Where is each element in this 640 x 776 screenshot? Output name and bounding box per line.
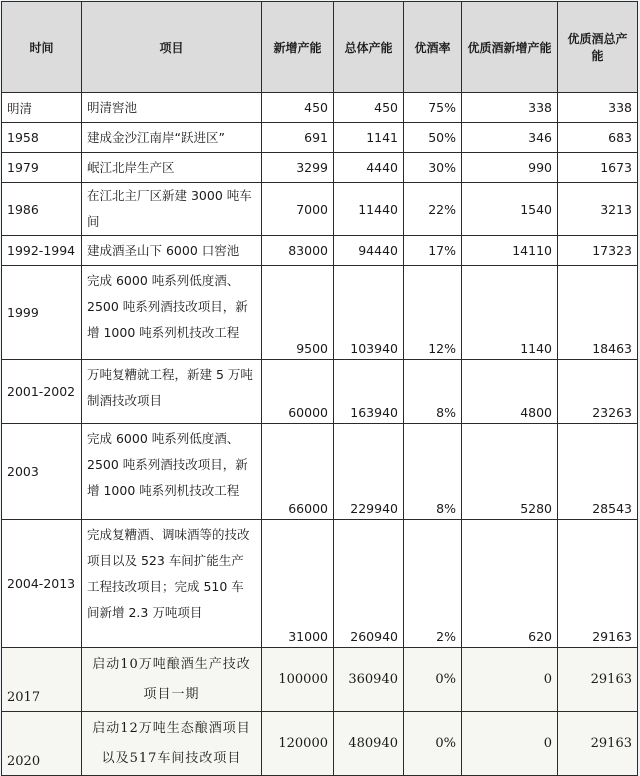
cell-item: 明清窖池 bbox=[82, 93, 262, 123]
cell-quality-rate: 50% bbox=[404, 123, 462, 153]
capacity-table bbox=[1, 1, 638, 776]
cell-quality-rate: 22% bbox=[404, 183, 462, 236]
cell-quality-new: 346 bbox=[462, 123, 558, 153]
cell-total-capacity: 94440 bbox=[334, 236, 404, 266]
cell-quality-total: 29163 bbox=[558, 712, 638, 776]
cell-quality-rate: 8% bbox=[404, 424, 462, 520]
cell-total-capacity: 260940 bbox=[334, 520, 404, 648]
cell-quality-new: 1540 bbox=[462, 183, 558, 236]
cell-total-capacity: 450 bbox=[334, 93, 404, 123]
cell-total-capacity: 103940 bbox=[334, 266, 404, 360]
header-new-capacity: 新增产能 bbox=[262, 2, 334, 93]
cell-quality-new: 990 bbox=[462, 153, 558, 183]
cell-time: 2020 bbox=[2, 712, 82, 776]
header-time: 时间 bbox=[2, 2, 82, 93]
table-row bbox=[2, 183, 638, 236]
cell-quality-rate: 30% bbox=[404, 153, 462, 183]
cell-quality-rate: 0% bbox=[404, 648, 462, 712]
header-row bbox=[2, 2, 638, 93]
cell-quality-total: 23263 bbox=[558, 360, 638, 424]
cell-item: 启动12万吨生态酿酒项目以及517车间技改项目 bbox=[82, 712, 262, 776]
cell-new-capacity: 9500 bbox=[262, 266, 334, 360]
table-row bbox=[2, 236, 638, 266]
cell-time: 明清 bbox=[2, 93, 82, 123]
cell-new-capacity: 691 bbox=[262, 123, 334, 153]
cell-new-capacity: 60000 bbox=[262, 360, 334, 424]
header-quality-new: 优质酒新增产能 bbox=[462, 2, 558, 93]
cell-time: 1986 bbox=[2, 183, 82, 236]
cell-quality-total: 338 bbox=[558, 93, 638, 123]
cell-new-capacity: 3299 bbox=[262, 153, 334, 183]
cell-item: 建成酒圣山下 6000 口窖池 bbox=[82, 236, 262, 266]
table-row bbox=[2, 360, 638, 424]
cell-quality-rate: 0% bbox=[404, 712, 462, 776]
cell-quality-new: 338 bbox=[462, 93, 558, 123]
cell-new-capacity: 83000 bbox=[262, 236, 334, 266]
cell-quality-rate: 17% bbox=[404, 236, 462, 266]
cell-time: 2003 bbox=[2, 424, 82, 520]
table-row bbox=[2, 266, 638, 360]
cell-item: 完成 6000 吨系列低度酒、2500 吨系列酒技改项目，新增 1000 吨系列机技改工程 bbox=[82, 424, 262, 520]
table-row bbox=[2, 153, 638, 183]
cell-quality-rate: 12% bbox=[404, 266, 462, 360]
header-item: 项目 bbox=[82, 2, 262, 93]
cell-quality-new: 1140 bbox=[462, 266, 558, 360]
cell-quality-total: 3213 bbox=[558, 183, 638, 236]
cell-quality-total: 18463 bbox=[558, 266, 638, 360]
cell-total-capacity: 11440 bbox=[334, 183, 404, 236]
table-row bbox=[2, 123, 638, 153]
cell-item: 启动10万吨酿酒生产技改项目一期 bbox=[82, 648, 262, 712]
cell-item: 建成金沙江南岸“跃进区” bbox=[82, 123, 262, 153]
header-quality-rate: 优酒率 bbox=[404, 2, 462, 93]
cell-time: 1958 bbox=[2, 123, 82, 153]
cell-quality-new: 14110 bbox=[462, 236, 558, 266]
header-total-capacity: 总体产能 bbox=[334, 2, 404, 93]
table-row bbox=[2, 424, 638, 520]
cell-time: 2017 bbox=[2, 648, 82, 712]
table-row bbox=[2, 520, 638, 648]
cell-new-capacity: 120000 bbox=[262, 712, 334, 776]
cell-quality-total: 28543 bbox=[558, 424, 638, 520]
cell-quality-new: 0 bbox=[462, 712, 558, 776]
cell-quality-rate: 75% bbox=[404, 93, 462, 123]
cell-new-capacity: 31000 bbox=[262, 520, 334, 648]
cell-time: 2001-2002 bbox=[2, 360, 82, 424]
cell-time: 2004-2013 bbox=[2, 520, 82, 648]
cell-item: 完成复糟酒、调味酒等的技改项目以及 523 车间扩能生产工程技改项目；完成 510 车间新增 2.3 万吨项目 bbox=[82, 520, 262, 648]
cell-new-capacity: 7000 bbox=[262, 183, 334, 236]
cell-time: 1992-1994 bbox=[2, 236, 82, 266]
cell-time: 1979 bbox=[2, 153, 82, 183]
cell-total-capacity: 360940 bbox=[334, 648, 404, 712]
cell-item: 在江北主厂区新建 3000 吨车间 bbox=[82, 183, 262, 236]
cell-item: 岷江北岸生产区 bbox=[82, 153, 262, 183]
table-row bbox=[2, 93, 638, 123]
cell-new-capacity: 66000 bbox=[262, 424, 334, 520]
cell-total-capacity: 1141 bbox=[334, 123, 404, 153]
cell-total-capacity: 480940 bbox=[334, 712, 404, 776]
cell-new-capacity: 100000 bbox=[262, 648, 334, 712]
cell-total-capacity: 229940 bbox=[334, 424, 404, 520]
cell-item: 完成 6000 吨系列低度酒、2500 吨系列酒技改项目，新增 1000 吨系列机技改工程 bbox=[82, 266, 262, 360]
cell-time: 1999 bbox=[2, 266, 82, 360]
cell-total-capacity: 163940 bbox=[334, 360, 404, 424]
cell-item: 万吨复糟就工程，新建 5 万吨制酒技改项目 bbox=[82, 360, 262, 424]
cell-quality-new: 0 bbox=[462, 648, 558, 712]
cell-quality-total: 29163 bbox=[558, 648, 638, 712]
table-row bbox=[2, 712, 638, 776]
cell-quality-new: 620 bbox=[462, 520, 558, 648]
cell-total-capacity: 4440 bbox=[334, 153, 404, 183]
cell-quality-rate: 8% bbox=[404, 360, 462, 424]
cell-quality-total: 17323 bbox=[558, 236, 638, 266]
header-quality-total: 优质酒总产能 bbox=[558, 2, 638, 93]
cell-quality-total: 1673 bbox=[558, 153, 638, 183]
table-row bbox=[2, 648, 638, 712]
cell-quality-new: 5280 bbox=[462, 424, 558, 520]
cell-quality-total: 29163 bbox=[558, 520, 638, 648]
cell-quality-rate: 2% bbox=[404, 520, 462, 648]
cell-quality-new: 4800 bbox=[462, 360, 558, 424]
cell-quality-total: 683 bbox=[558, 123, 638, 153]
cell-new-capacity: 450 bbox=[262, 93, 334, 123]
